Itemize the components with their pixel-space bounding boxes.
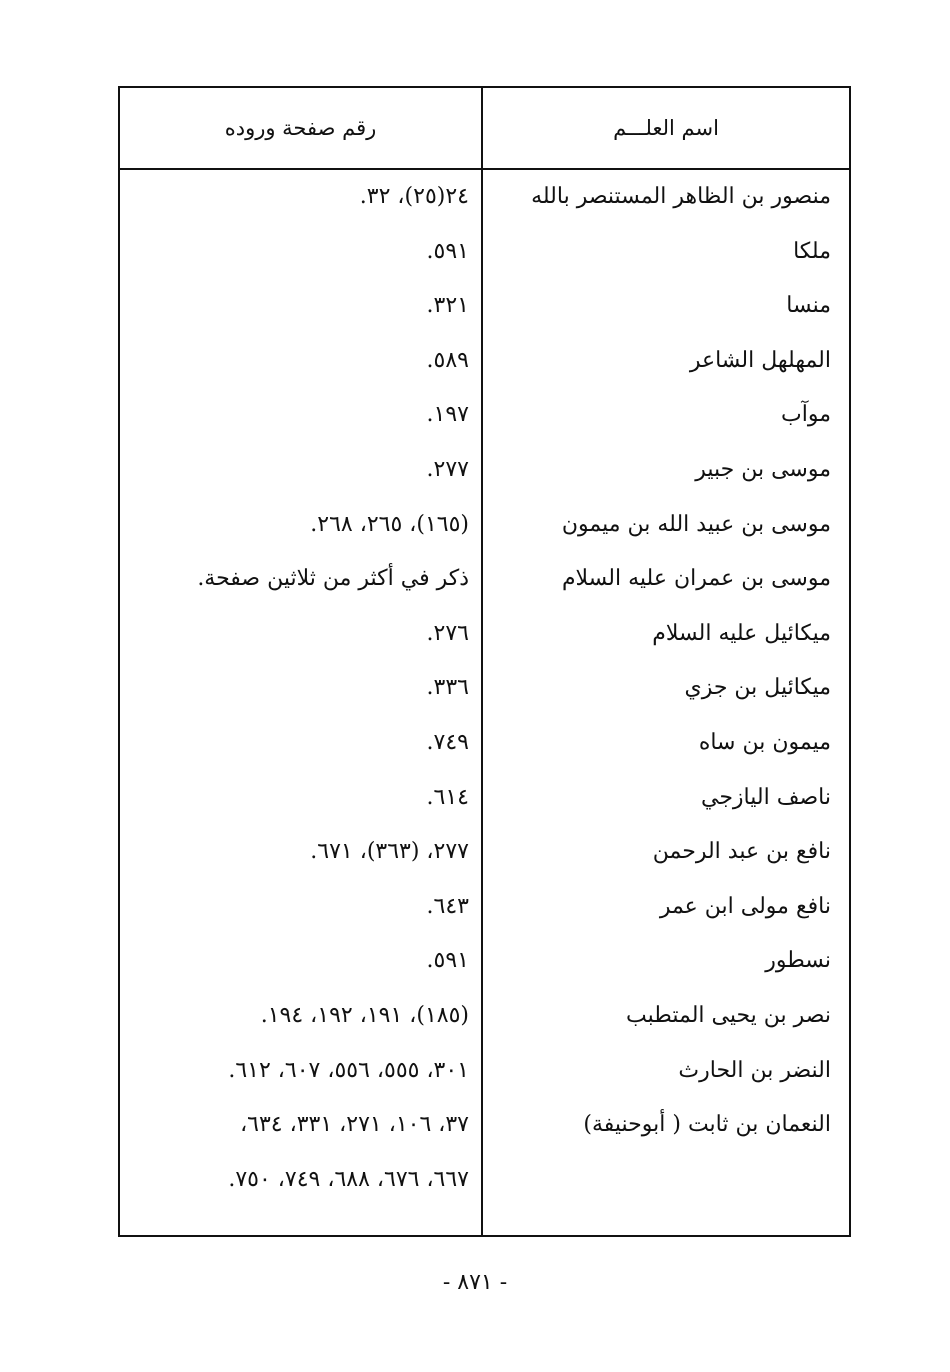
name-cell: منسا <box>786 293 831 319</box>
table-row <box>120 334 849 389</box>
table-row <box>120 880 849 935</box>
name-cell: موسى بن عمران عليه السلام <box>561 566 831 592</box>
table-row <box>120 388 849 443</box>
header-pages: رقم صفحة وروده <box>224 116 377 140</box>
name-cell: منصور بن الظاهر المستنصر بالله <box>531 184 831 209</box>
name-cell: ميكائيل بن جزي <box>684 675 831 701</box>
table-row <box>120 443 849 498</box>
pages-cell: ٢٧٧. <box>426 456 469 482</box>
pages-cell: ٦٦٧، ٦٧٦، ٦٨٨، ٧٤٩، ٧٥٠. <box>228 1166 469 1192</box>
pages-cell: (١٦٥)، ٢٦٥، ٢٦٨. <box>310 511 469 537</box>
pages-cell: ٢٧٧، (٣٦٣)، ٦٧١. <box>310 839 469 865</box>
name-cell: نافع بن عبد الرحمن <box>652 839 831 865</box>
table-row <box>120 989 849 1044</box>
name-cell: نسطور <box>765 948 831 974</box>
pages-cell: ٣٢١. <box>426 293 469 319</box>
table-row <box>120 1098 849 1153</box>
pages-cell: ٧٤٩. <box>426 729 469 755</box>
name-cell: المهلهل الشاعر <box>689 347 831 373</box>
pages-cell: ١٩٧. <box>426 402 469 428</box>
header-name: اسم العلـــم <box>613 116 719 140</box>
table-row <box>120 771 849 826</box>
table-row <box>120 552 849 607</box>
name-cell: نصر بن يحيى المتطبب <box>626 1002 831 1028</box>
name-cell: موسى بن عبيد الله بن ميمون <box>561 511 831 537</box>
name-cell: النعمان بن ثابت ( أبوحنيفة) <box>583 1112 831 1138</box>
pages-cell: ٣٠١، ٥٥٥، ٥٥٦، ٦٠٧، ٦١٢. <box>228 1057 469 1083</box>
pages-cell: ٢٤(٢٥)، ٣٢. <box>359 184 469 209</box>
name-cell: موسى بن جبير <box>695 456 831 482</box>
pages-cell: ٥٩١. <box>426 948 469 974</box>
name-cell: ناصف اليازجي <box>701 784 831 810</box>
page-number: - ٨٧١ - <box>442 1270 508 1295</box>
name-cell: موآب <box>781 402 831 428</box>
table-row <box>120 1044 849 1099</box>
name-cell <box>483 1153 831 1208</box>
name-cell: ميكائيل عليه السلام <box>652 620 831 646</box>
table-row <box>120 934 849 989</box>
name-cell: ملكا <box>793 238 831 264</box>
pages-cell: ٦٤٣. <box>426 893 469 919</box>
table-row <box>120 1153 849 1208</box>
pages-cell: (١٨٥)، ١٩١، ١٩٢، ١٩٤. <box>260 1002 469 1028</box>
pages-cell: ذكر في أكثر من ثلاثين صفحة. <box>197 566 469 592</box>
table-header <box>120 88 849 170</box>
table-row <box>120 170 849 225</box>
pages-cell: ٣٧، ١٠٦، ٢٧١، ٣٣١، ٦٣٤، <box>240 1112 469 1138</box>
pages-cell: ٥٨٩. <box>426 347 469 373</box>
table-row <box>120 225 849 280</box>
pages-cell: ٦١٤. <box>426 784 469 810</box>
table-row <box>120 716 849 771</box>
index-table <box>118 86 851 1237</box>
table-row <box>120 279 849 334</box>
name-cell: ميمون بن ساه <box>698 729 831 755</box>
pages-cell: ٣٣٦. <box>426 675 469 701</box>
table-row <box>120 607 849 662</box>
name-cell: نافع مولى ابن عمر <box>659 893 831 919</box>
pages-cell: ٢٧٦. <box>426 620 469 646</box>
table-row <box>120 661 849 716</box>
name-cell: النضر بن الحارث <box>678 1057 831 1083</box>
table-row <box>120 825 849 880</box>
pages-cell: ٥٩١. <box>426 238 469 264</box>
table-row <box>120 498 849 553</box>
table-body <box>120 170 849 1207</box>
